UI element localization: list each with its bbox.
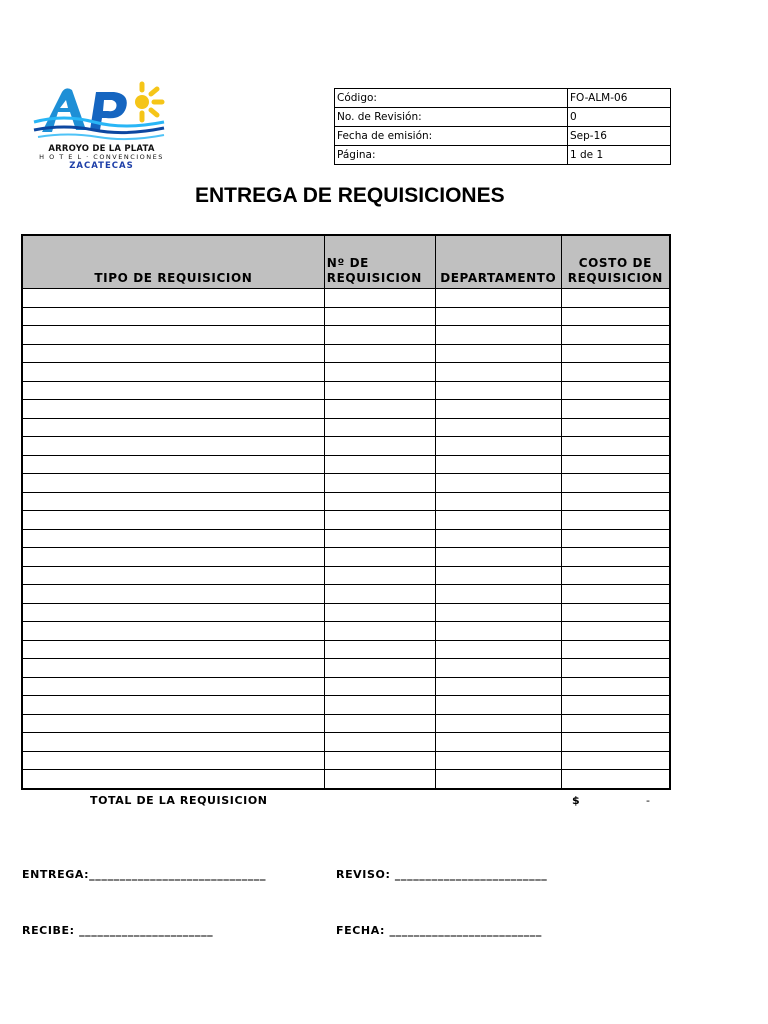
cell-numero[interactable] (324, 455, 435, 474)
cell-costo[interactable] (561, 400, 670, 419)
cell-costo[interactable] (561, 492, 670, 511)
page-title: ENTREGA DE REQUISICIONES (195, 184, 505, 207)
table-row (22, 585, 670, 604)
cell-costo[interactable] (561, 566, 670, 585)
total-currency: $ (572, 794, 580, 807)
cell-numero[interactable] (324, 659, 435, 678)
table-row (22, 511, 670, 530)
cell-costo[interactable] (561, 603, 670, 622)
cell-tipo[interactable] (22, 418, 324, 437)
cell-numero[interactable] (324, 751, 435, 770)
cell-costo[interactable] (561, 677, 670, 696)
cell-numero[interactable] (324, 733, 435, 752)
table-row (22, 714, 670, 733)
cell-departamento[interactable] (435, 363, 561, 382)
cell-numero[interactable] (324, 437, 435, 456)
cell-departamento[interactable] (435, 603, 561, 622)
cell-departamento[interactable] (435, 344, 561, 363)
company-logo (24, 80, 174, 175)
logo-tagline: H O T E L · CONVENCIONES (39, 153, 164, 161)
table-row (22, 307, 670, 326)
info-value: 0 (568, 108, 671, 127)
cell-tipo[interactable] (22, 474, 324, 493)
cell-numero[interactable] (324, 714, 435, 733)
cell-departamento[interactable] (435, 418, 561, 437)
cell-numero[interactable] (324, 363, 435, 382)
cell-departamento[interactable] (435, 659, 561, 678)
table-row (22, 437, 670, 456)
table-row (22, 603, 670, 622)
cell-departamento[interactable] (435, 492, 561, 511)
cell-tipo[interactable] (22, 363, 324, 382)
cell-departamento[interactable] (435, 455, 561, 474)
cell-tipo[interactable] (22, 455, 324, 474)
cell-numero[interactable] (324, 400, 435, 419)
cell-costo[interactable] (561, 455, 670, 474)
table-header-row (22, 235, 670, 289)
cell-departamento[interactable] (435, 307, 561, 326)
total-label: TOTAL DE LA REQUISICION (90, 794, 268, 807)
cell-tipo[interactable] (22, 529, 324, 548)
cell-departamento[interactable] (435, 474, 561, 493)
recibe-signature-line[interactable]: RECIBE: ______________________ (22, 924, 214, 937)
info-row (335, 89, 671, 108)
cell-costo[interactable] (561, 714, 670, 733)
cell-tipo[interactable] (22, 566, 324, 585)
cell-numero[interactable] (324, 474, 435, 493)
table-row (22, 400, 670, 419)
cell-numero[interactable] (324, 585, 435, 604)
cell-costo[interactable] (561, 548, 670, 567)
cell-numero[interactable] (324, 696, 435, 715)
column-header-costo: COSTO DE REQUISICION (561, 235, 670, 289)
cell-numero[interactable] (324, 622, 435, 641)
table-row (22, 492, 670, 511)
cell-tipo[interactable] (22, 344, 324, 363)
cell-costo[interactable] (561, 307, 670, 326)
fecha-line[interactable]: FECHA: _________________________ (336, 924, 542, 937)
cell-tipo[interactable] (22, 659, 324, 678)
cell-costo[interactable] (561, 344, 670, 363)
cell-departamento[interactable] (435, 400, 561, 419)
cell-numero[interactable] (324, 381, 435, 400)
table-body (22, 289, 670, 789)
cell-tipo[interactable] (22, 733, 324, 752)
info-value: FO-ALM-06 (568, 89, 671, 108)
logo-brand: ARROYO DE LA PLATA (48, 144, 155, 154)
cell-costo[interactable] (561, 696, 670, 715)
cell-departamento[interactable] (435, 437, 561, 456)
table-row (22, 770, 670, 789)
cell-departamento[interactable] (435, 696, 561, 715)
cell-numero[interactable] (324, 511, 435, 530)
cell-numero[interactable] (324, 344, 435, 363)
cell-tipo[interactable] (22, 677, 324, 696)
logo-city: ZACATECAS (69, 161, 134, 171)
logo-graphic (24, 80, 174, 144)
cell-numero[interactable] (324, 640, 435, 659)
cell-departamento[interactable] (435, 677, 561, 696)
cell-tipo[interactable] (22, 640, 324, 659)
cell-costo[interactable] (561, 381, 670, 400)
cell-numero[interactable] (324, 770, 435, 789)
info-label: Fecha de emisión: (335, 127, 568, 146)
info-row (335, 108, 671, 127)
table-row (22, 677, 670, 696)
table-row (22, 640, 670, 659)
requisitions-table (21, 234, 671, 790)
table-row (22, 696, 670, 715)
cell-departamento[interactable] (435, 585, 561, 604)
cell-departamento[interactable] (435, 326, 561, 345)
info-row (335, 146, 671, 165)
document-info-table (334, 88, 671, 165)
cell-tipo[interactable] (22, 492, 324, 511)
cell-numero[interactable] (324, 677, 435, 696)
table-row (22, 529, 670, 548)
cell-costo[interactable] (561, 770, 670, 789)
cell-costo[interactable] (561, 733, 670, 752)
cell-tipo[interactable] (22, 381, 324, 400)
cell-costo[interactable] (561, 326, 670, 345)
cell-tipo[interactable] (22, 511, 324, 530)
cell-departamento[interactable] (435, 714, 561, 733)
cell-tipo[interactable] (22, 400, 324, 419)
cell-numero[interactable] (324, 492, 435, 511)
cell-costo[interactable] (561, 659, 670, 678)
total-value: - (646, 794, 650, 807)
cell-tipo[interactable] (22, 751, 324, 770)
table-row (22, 566, 670, 585)
table-row (22, 659, 670, 678)
cell-costo[interactable] (561, 363, 670, 382)
column-header-numero: Nº DE REQUISICION (324, 235, 435, 289)
cell-costo[interactable] (561, 511, 670, 530)
cell-departamento[interactable] (435, 511, 561, 530)
cell-tipo[interactable] (22, 289, 324, 308)
cell-costo[interactable] (561, 622, 670, 641)
cell-costo[interactable] (561, 289, 670, 308)
cell-tipo[interactable] (22, 307, 324, 326)
cell-departamento[interactable] (435, 529, 561, 548)
cell-costo[interactable] (561, 418, 670, 437)
table-row (22, 289, 670, 308)
cell-tipo[interactable] (22, 714, 324, 733)
cell-numero[interactable] (324, 289, 435, 308)
cell-numero[interactable] (324, 418, 435, 437)
cell-costo[interactable] (561, 640, 670, 659)
cell-departamento[interactable] (435, 640, 561, 659)
cell-departamento[interactable] (435, 381, 561, 400)
cell-tipo[interactable] (22, 585, 324, 604)
cell-tipo[interactable] (22, 437, 324, 456)
cell-tipo[interactable] (22, 326, 324, 345)
cell-tipo[interactable] (22, 696, 324, 715)
info-value: 1 de 1 (568, 146, 671, 165)
entrega-signature-line[interactable]: ENTREGA:_____________________________ (22, 868, 267, 881)
table-row (22, 751, 670, 770)
reviso-signature-line[interactable]: REVISO: _________________________ (336, 868, 548, 881)
cell-numero[interactable] (324, 548, 435, 567)
info-row (335, 127, 671, 146)
cell-tipo[interactable] (22, 548, 324, 567)
cell-departamento[interactable] (435, 566, 561, 585)
table-row (22, 474, 670, 493)
table-row (22, 733, 670, 752)
cell-departamento[interactable] (435, 751, 561, 770)
table-row (22, 326, 670, 345)
table-row (22, 455, 670, 474)
column-header-departamento: DEPARTAMENTO (435, 235, 561, 289)
cell-departamento[interactable] (435, 733, 561, 752)
cell-departamento[interactable] (435, 548, 561, 567)
cell-numero[interactable] (324, 326, 435, 345)
cell-costo[interactable] (561, 437, 670, 456)
cell-costo[interactable] (561, 474, 670, 493)
cell-numero[interactable] (324, 566, 435, 585)
cell-numero[interactable] (324, 529, 435, 548)
cell-costo[interactable] (561, 751, 670, 770)
cell-numero[interactable] (324, 603, 435, 622)
cell-costo[interactable] (561, 585, 670, 604)
table-row (22, 381, 670, 400)
info-label: No. de Revisión: (335, 108, 568, 127)
table-row (22, 548, 670, 567)
info-label: Código: (335, 89, 568, 108)
info-value: Sep-16 (568, 127, 671, 146)
cell-departamento[interactable] (435, 770, 561, 789)
table-row (22, 363, 670, 382)
table-row (22, 344, 670, 363)
table-row (22, 622, 670, 641)
cell-tipo[interactable] (22, 622, 324, 641)
table-row (22, 418, 670, 437)
cell-tipo[interactable] (22, 770, 324, 789)
cell-tipo[interactable] (22, 603, 324, 622)
info-label: Página: (335, 146, 568, 165)
cell-departamento[interactable] (435, 622, 561, 641)
cell-departamento[interactable] (435, 289, 561, 308)
cell-numero[interactable] (324, 307, 435, 326)
column-header-tipo: TIPO DE REQUISICION (22, 235, 324, 289)
cell-costo[interactable] (561, 529, 670, 548)
